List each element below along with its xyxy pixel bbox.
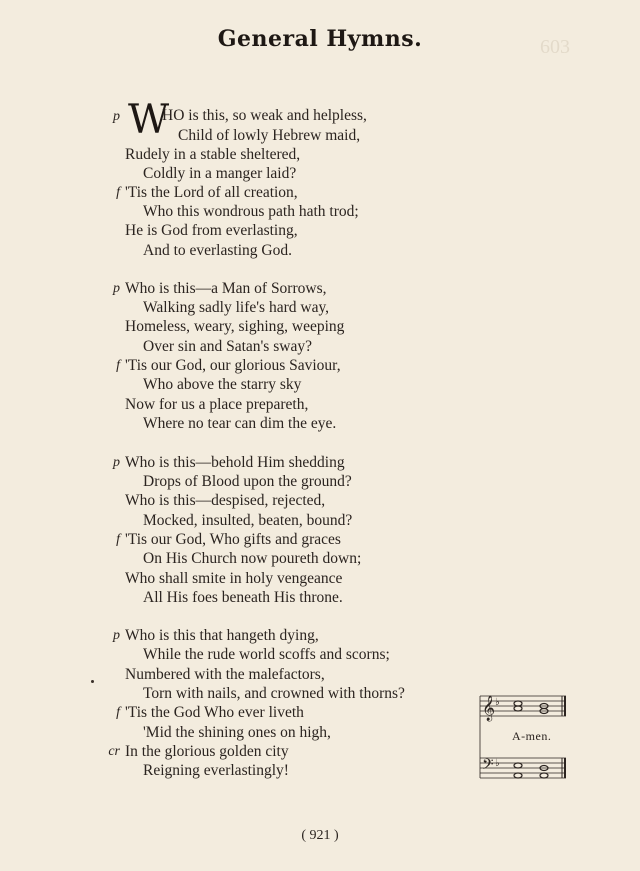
hymn-line: And to everlasting God. [143,242,292,259]
hymn-line: Where no tear can dim the eye. [143,415,337,432]
bleed-through: 603 [540,36,570,58]
treble-clef-icon: 𝄞 [482,696,496,721]
hymn-line: Rudely in a stable sheltered, [125,146,301,163]
hymn-line: Homeless, weary, sighing, weeping [125,318,345,335]
dynamic-mark-crescendo: cr [108,744,120,759]
hymn-line: 'Tis the Lord of all creation, [125,184,298,201]
svg-text:♭: ♭ [495,758,500,769]
bass-clef-icon: 𝄢 [482,756,494,777]
hymn-line: While the rude world scoffs and scorns; [143,646,390,663]
ink-speck [91,680,94,683]
page-number: ( 921 ) [301,828,339,843]
dynamic-mark-piano: p [113,109,120,124]
svg-text:♭: ♭ [495,697,500,708]
dynamic-mark-piano: p [113,628,120,643]
hymn-line: All His foes beneath His throne. [143,589,343,606]
hymn-line: Coldly in a manger laid? [143,165,297,182]
dynamic-mark-forte: f [116,532,120,547]
hymn-line: 'Tis the God Who ever liveth [125,704,304,721]
hymn-line: 'Mid the shining ones on high, [143,724,331,741]
dynamic-mark-piano: p [113,455,120,470]
hymn-line: Over sin and Satan's sway? [143,338,312,355]
dynamic-mark-forte: f [116,358,120,373]
hymn-line: Who is this that hangeth dying, [125,627,319,644]
hymn-line: Who is this—a Man of Sorrows, [125,280,327,297]
hymn-line: Walking sadly life's hard way, [143,299,330,316]
dynamic-mark-forte: f [116,705,120,720]
hymn-line: 'Tis our God, our glorious Saviour, [125,357,341,374]
hymn-line: Drops of Blood upon the ground? [143,473,352,490]
hymn-line: On His Church now poureth down; [143,550,362,567]
hymn-line: In the glorious golden city [125,743,289,760]
page-title: General Hymns. [217,26,423,52]
hymn-line: Child of lowly Hebrew maid, [178,127,361,144]
hymn-line: Who shall smite in holy vengeance [125,570,343,587]
drop-cap: W [128,97,170,143]
dynamic-mark-forte: f [116,185,120,200]
hymn-line: Who is this—behold Him shedding [125,454,345,471]
hymn-line: HO is this, so weak and helpless, [162,107,367,124]
hymn-line: Who above the starry sky [143,376,302,393]
hymn-line: Who this wondrous path hath trod; [143,203,359,220]
hymn-line: Who is this—despised, rejected, [125,492,326,509]
hymn-line: He is God from everlasting, [125,222,298,239]
hymn-line: Torn with nails, and crowned with thorns? [143,685,405,702]
amen-lyric: A-men. [512,729,552,743]
hymn-line: Mocked, insulted, beaten, bound? [143,512,353,529]
hymn-line: Reigning everlastingly! [143,762,289,779]
hymn-line: 'Tis our God, Who gifts and graces [125,531,341,548]
hymn-line: Numbered with the malefactors, [125,666,325,683]
hymn-line: Now for us a place prepareth, [125,396,309,413]
dynamic-mark-piano: p [113,281,120,296]
